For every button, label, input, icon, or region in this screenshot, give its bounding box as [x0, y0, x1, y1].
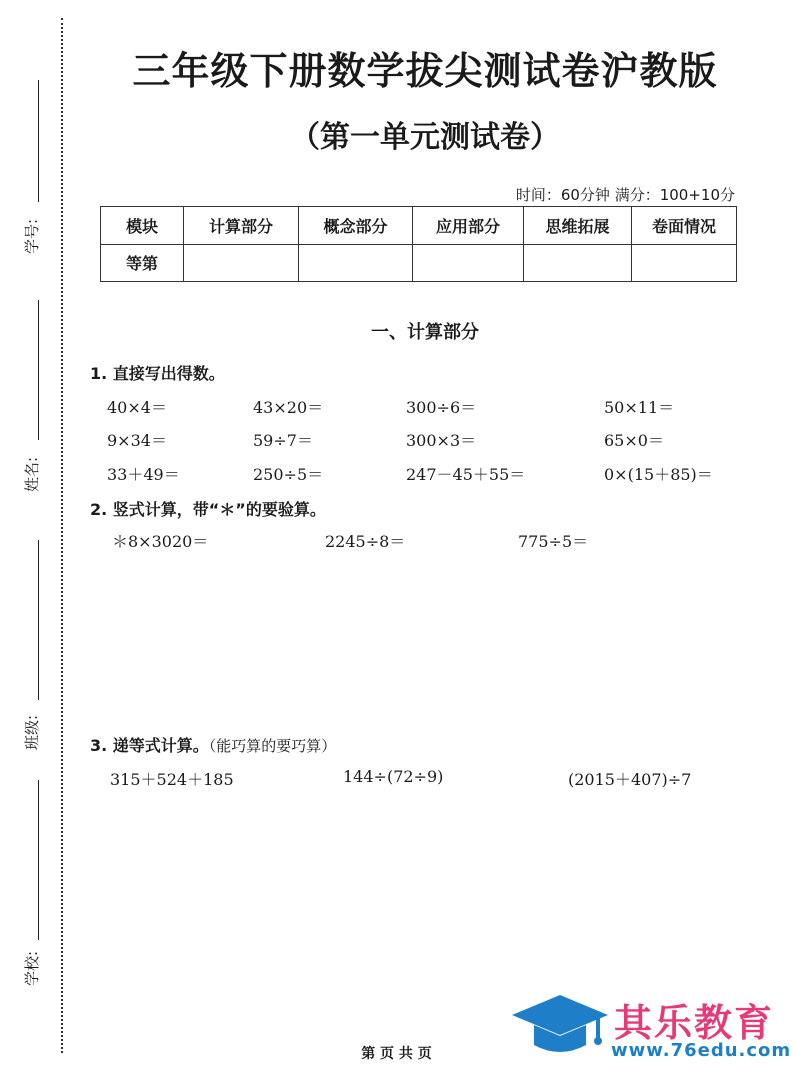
student-no-label: 学号:	[23, 218, 42, 255]
q1-expression: 40×4＝	[107, 398, 167, 417]
page-subtitle: （第一单元测试卷）	[290, 120, 560, 155]
q1-expression: 300×3＝	[406, 431, 477, 450]
class-label: 班级:	[23, 714, 42, 751]
score-cell[interactable]	[632, 244, 737, 282]
q2-expression: 2245÷8＝	[325, 532, 406, 551]
score-table-row-label: 等第	[101, 244, 184, 282]
question-2-title: 2. 竖式计算，带“＊”的要验算。	[90, 500, 326, 519]
question-3-title-text: 3. 递等式计算。	[90, 736, 209, 755]
q1-expression: 250÷5＝	[253, 465, 324, 484]
q1-expression: 300÷6＝	[406, 398, 477, 417]
score-table	[100, 206, 737, 282]
score-table-header: 概念部分	[299, 207, 413, 245]
score-table-header: 应用部分	[413, 207, 524, 245]
question-1-title: 1. 直接写出得数。	[90, 364, 225, 383]
name-label: 姓名:	[23, 456, 42, 493]
page-title: 三年级下册数学拔尖测试卷沪教版	[132, 49, 718, 93]
score-cell[interactable]	[299, 244, 413, 282]
brand-url: www.76edu.com	[611, 1040, 792, 1061]
section-title: 一、计算部分	[371, 322, 479, 343]
score-table-grade-row	[101, 244, 737, 282]
score-cell[interactable]	[413, 244, 524, 282]
score-table-header: 卷面情况	[632, 207, 737, 245]
question-3-title	[90, 733, 336, 756]
q2-expression: 775÷5＝	[518, 532, 589, 551]
q1-expression: 33＋49＝	[107, 465, 180, 484]
q1-expression: 65×0＝	[604, 431, 664, 450]
score-table-header-row	[101, 207, 737, 245]
score-cell[interactable]	[184, 244, 299, 282]
score-cell[interactable]	[524, 244, 632, 282]
score-table-header: 模块	[101, 207, 184, 245]
q3-expression: (2015＋407)÷7	[568, 770, 692, 789]
question-3-note: （能巧算的要巧算）	[208, 737, 337, 755]
q1-expression: 0×(15＋85)＝	[604, 465, 713, 484]
q1-expression: 43×20＝	[253, 398, 324, 417]
q1-expression: 59÷7＝	[253, 431, 313, 450]
q1-expression: 247－45＋55＝	[406, 465, 526, 484]
q1-expression: 50×11＝	[604, 398, 675, 417]
q3-expression: 144÷(72÷9)	[343, 767, 444, 786]
q2-expression: ＊8×3020＝	[112, 532, 209, 551]
score-table-header: 思维拓展	[524, 207, 632, 245]
q3-expression: 315＋524＋185	[110, 770, 234, 789]
q1-expression: 9×34＝	[107, 431, 167, 450]
binding-dotted-line	[61, 18, 63, 1053]
exam-meta: 时间：60分钟 满分：100+10分	[515, 186, 735, 204]
school-label: 学校:	[23, 950, 42, 987]
page-footer: 第 页 共 页	[361, 1046, 432, 1062]
score-table-header: 计算部分	[184, 207, 299, 245]
class-rule	[38, 540, 39, 700]
school-rule	[38, 780, 39, 940]
brand-name: 其乐教育	[614, 1001, 775, 1045]
